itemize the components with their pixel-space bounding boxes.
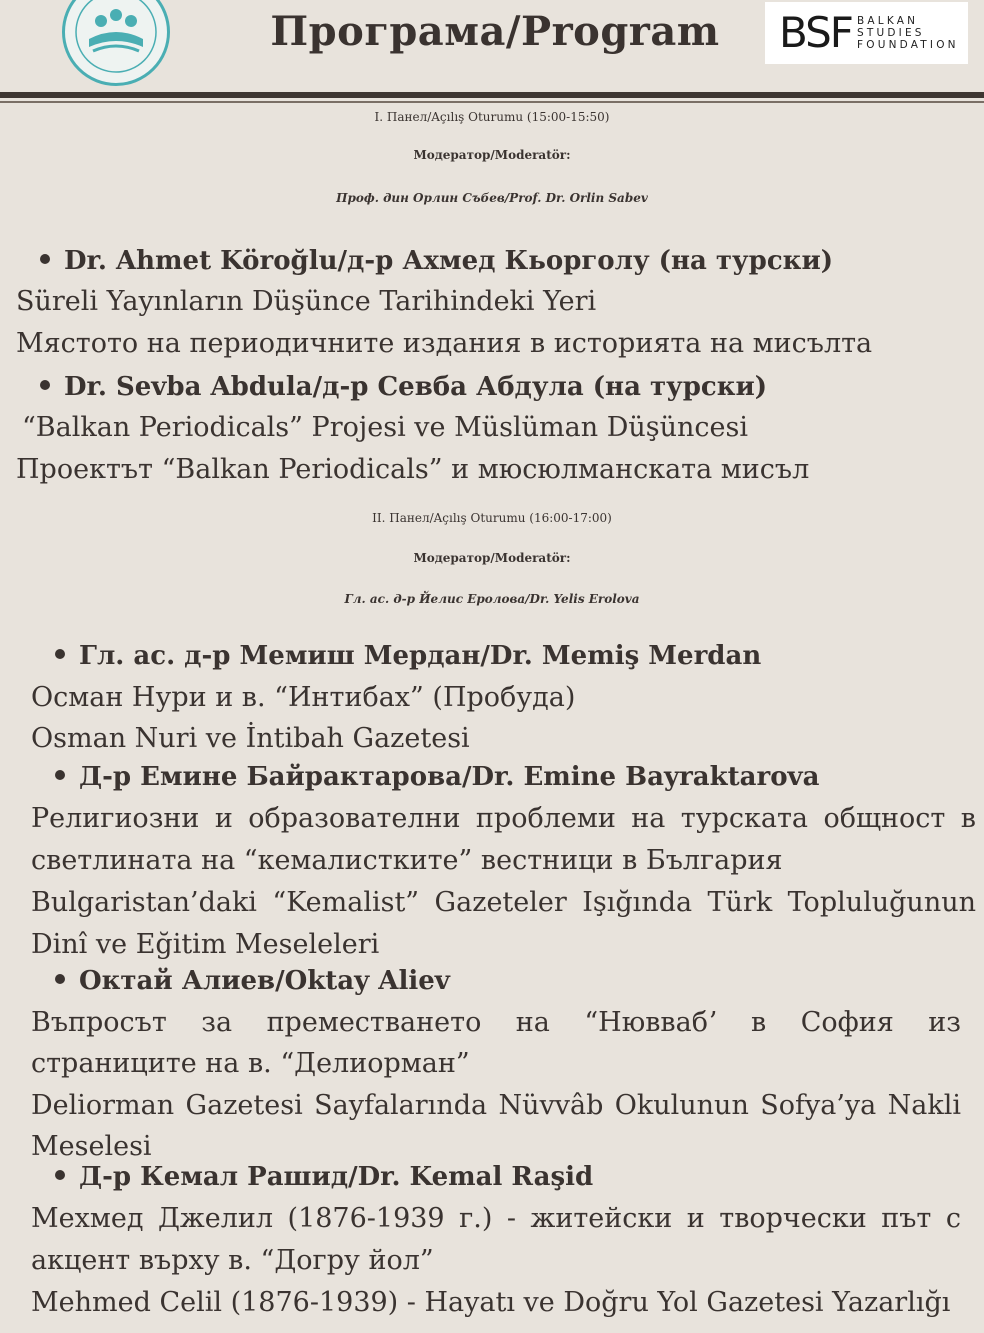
panel2-talk1-title-bg: Осман Нури и в. “Интибах” (Пробуда) — [31, 682, 576, 713]
panel2-talk2-line4: Dinî ve Eğitim Meseleleri — [31, 929, 380, 960]
panel2-talk3-line2: страниците на в. “Делиорман” — [31, 1048, 470, 1079]
organization-logo — [62, 0, 170, 86]
header-divider — [0, 92, 984, 98]
panel1-talk1-speaker: Dr. Ahmet Köroğlu/д-р Ахмед Кьорголу (на турски) — [40, 246, 833, 276]
panel2-talk3-line1: Въпросът за преместването на “Нюввабʼ в София из — [31, 1007, 961, 1038]
panel1-talk2-title-tr: “Balkan Periodicals” Projesi ve Müslüman Düşüncesi — [22, 412, 748, 443]
panel1-moderator-label: Модератор/Moderatör: — [413, 148, 571, 162]
panel2-talk4-line3: Mehmed Celil (1876-1939) - Hayatı ve Doğru Yol Gazetesi Yazarlığı — [31, 1287, 951, 1318]
panel2-talk2-line1: Религиозни и образователни проблеми на турската общност в — [31, 803, 976, 834]
panel2-talk3-speaker: Октай Алиев/Oktay Aliev — [55, 966, 450, 996]
header-divider-thin — [0, 101, 984, 103]
panel2-heading: II. Панел/Açılış Oturumu (16:00-17:00) — [372, 511, 612, 525]
panel1-talk2-speaker: Dr. Sevba Abdula/д-р Севба Абдула (на турски) — [40, 372, 767, 402]
panel2-talk4-line2: акцент върху в. “Догру йол” — [31, 1245, 434, 1276]
bsf-logo — [765, 2, 968, 64]
panel2-moderator: Гл. ас. д-р Йелис Еролова/Dr. Yelis Erolova — [344, 592, 640, 606]
panel1-moderator: Проф. дин Орлин Събев/Prof. Dr. Orlin Sabev — [336, 191, 648, 205]
book-figures-emblem-icon — [65, 0, 167, 83]
bullet-icon — [55, 974, 65, 984]
bullet-icon — [55, 649, 65, 659]
panel1-talk1-title-bg: Мястото на периодичните издания в историята на мисълта — [16, 328, 873, 359]
panel1-talk1-title-tr: Süreli Yayınların Düşünce Tarihindeki Yeri — [16, 286, 597, 317]
bullet-icon — [55, 770, 65, 780]
panel2-talk2-line3: Bulgaristan’daki “Kemalist” Gazeteler Işığında Türk Topluluğunun — [31, 887, 976, 918]
bullet-icon — [40, 254, 50, 264]
bsf-logo-subtitle: BALKAN STUDIES FOUNDATION — [857, 15, 959, 51]
panel2-talk3-line4: Meselesi — [31, 1131, 152, 1162]
panel2-talk1-title-tr: Osman Nuri ve İntibah Gazetesi — [31, 723, 470, 754]
bsf-logo-mark: BSF — [779, 8, 852, 57]
panel2-talk4-speaker: Д-р Кемал Рашид/Dr. Kemal Raşid — [55, 1162, 593, 1192]
panel2-talk3-line3: Deliorman Gazetesi Sayfalarında Nüvvâb Okulunun Sofya’ya Nakli — [31, 1090, 961, 1121]
panel2-talk4-line1: Мехмед Джелил (1876-1939 г.) - житейски и творчески път с — [31, 1203, 961, 1234]
bullet-icon — [40, 380, 50, 390]
panel2-talk2-speaker: Д-р Емине Байрактарова/Dr. Emine Bayraktarova — [55, 762, 820, 792]
bullet-icon — [55, 1170, 65, 1180]
panel1-talk2-title-bg: Проектът “Balkan Periodicals” и мюсюлманската мисъл — [16, 454, 810, 485]
page-header — [0, 0, 984, 96]
panel2-talk1-speaker: Гл. ас. д-р Мемиш Мердан/Dr. Memiş Merdan — [55, 641, 761, 671]
panel2-talk2-line2: светлината на “кемалистките” вестници в България — [31, 845, 783, 876]
panel2-moderator-label: Модератор/Moderatör: — [413, 551, 571, 565]
page-title: Програма/Program — [270, 8, 720, 55]
panel1-heading: I. Панел/Açılış Oturumu (15:00-15:50) — [374, 110, 610, 124]
